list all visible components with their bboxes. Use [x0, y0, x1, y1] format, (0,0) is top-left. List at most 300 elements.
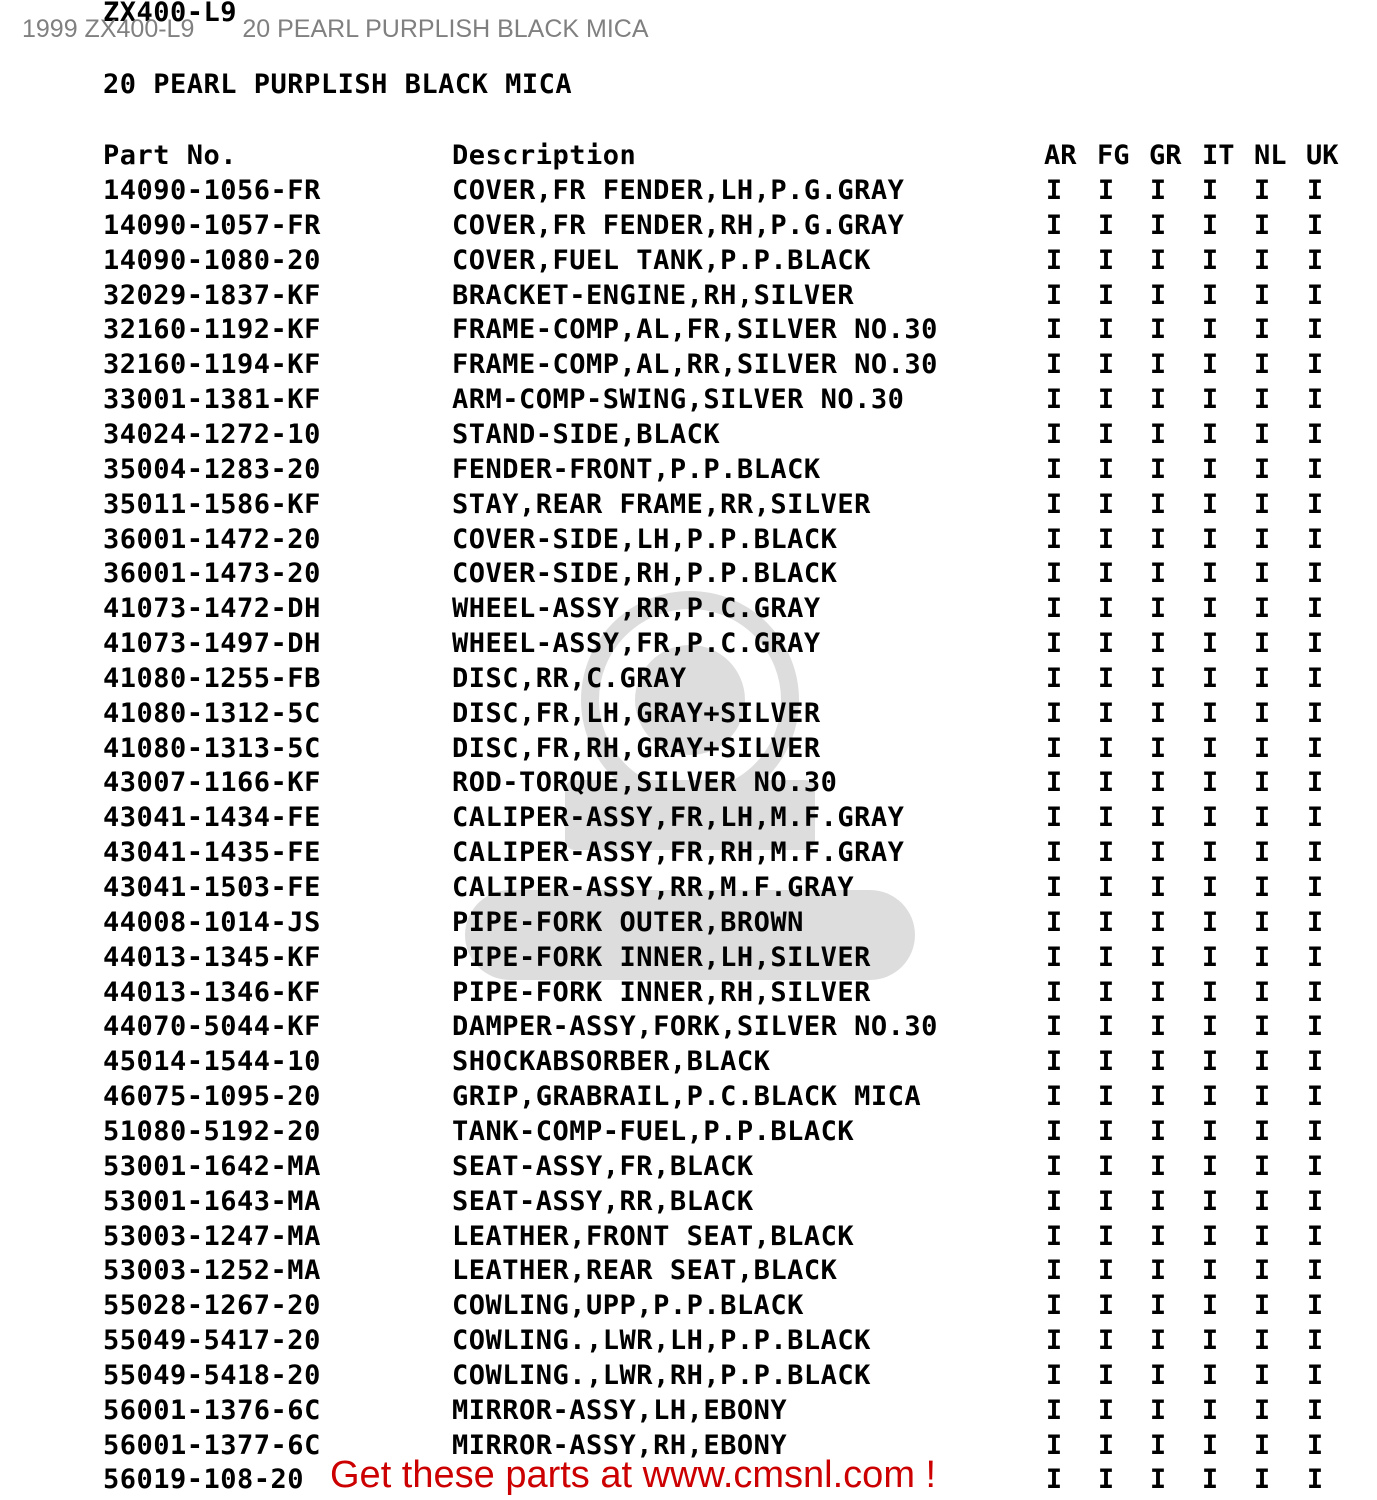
- col-header-fg: FG: [1097, 140, 1130, 171]
- flag-nl: I: [1253, 209, 1271, 241]
- flag-ar: I: [1045, 906, 1063, 938]
- flag-nl: I: [1253, 453, 1271, 485]
- description: SHOCKABSORBER,BLACK: [452, 1046, 771, 1078]
- flag-it: I: [1201, 209, 1219, 241]
- part-number: 41080-1313-5C: [103, 732, 321, 764]
- flag-it: I: [1201, 349, 1219, 381]
- flag-it: I: [1201, 1325, 1219, 1357]
- flag-gr: I: [1149, 488, 1167, 520]
- flag-fg: I: [1097, 1290, 1115, 1322]
- flag-nl: I: [1253, 837, 1271, 869]
- flag-nl: I: [1253, 1359, 1271, 1391]
- table-row: [0, 417, 1377, 452]
- flag-gr: I: [1149, 418, 1167, 450]
- flag-fg: I: [1097, 697, 1115, 729]
- flag-fg: I: [1097, 523, 1115, 555]
- description: PIPE-FORK INNER,LH,SILVER: [452, 941, 871, 973]
- description: GRIP,GRABRAIL,P.C.BLACK MICA: [452, 1081, 922, 1113]
- description: ROD-TORQUE,SILVER NO.30: [452, 767, 838, 799]
- col-header-part-no: Part No.: [103, 140, 238, 171]
- flag-ar: I: [1045, 1464, 1063, 1496]
- description: STAY,REAR FRAME,RR,SILVER: [452, 488, 871, 520]
- flag-it: I: [1201, 1115, 1219, 1147]
- flag-gr: I: [1149, 1429, 1167, 1461]
- flag-ar: I: [1045, 349, 1063, 381]
- table-row: [0, 452, 1377, 487]
- flag-fg: I: [1097, 662, 1115, 694]
- flag-nl: I: [1253, 1429, 1271, 1461]
- flag-ar: I: [1045, 1115, 1063, 1147]
- flag-ar: I: [1045, 418, 1063, 450]
- table-row: [0, 1079, 1377, 1114]
- flag-ar: I: [1045, 1325, 1063, 1357]
- table-row: [0, 278, 1377, 313]
- flag-nl: I: [1253, 1150, 1271, 1182]
- part-number: 45014-1544-10: [103, 1046, 321, 1078]
- description: DISC,FR,LH,GRAY+SILVER: [452, 697, 821, 729]
- flag-nl: I: [1253, 593, 1271, 625]
- flag-it: I: [1201, 1464, 1219, 1496]
- table-row: [0, 940, 1377, 975]
- table-row: [0, 312, 1377, 347]
- description: CALIPER-ASSY,RR,M.F.GRAY: [452, 872, 855, 903]
- table-row: [0, 1114, 1377, 1149]
- flag-gr: I: [1149, 872, 1167, 903]
- part-number: 43041-1434-FE: [103, 802, 321, 834]
- flag-fg: I: [1097, 1359, 1115, 1391]
- flag-fg: I: [1097, 453, 1115, 485]
- part-number: 41080-1255-FB: [103, 662, 321, 694]
- description: COVER,FUEL TANK,P.P.BLACK: [452, 244, 871, 276]
- description: COVER-SIDE,LH,P.P.BLACK: [452, 523, 838, 555]
- flag-ar: I: [1045, 523, 1063, 555]
- part-number: 14090-1056-FR: [103, 175, 321, 206]
- description: COVER,FR FENDER,RH,P.G.GRAY: [452, 209, 905, 241]
- part-number: 43007-1166-KF: [103, 767, 321, 799]
- flag-it: I: [1201, 906, 1219, 938]
- flag-gr: I: [1149, 1394, 1167, 1426]
- flag-gr: I: [1149, 558, 1167, 590]
- part-number: 53001-1642-MA: [103, 1150, 321, 1182]
- part-number: 32160-1194-KF: [103, 349, 321, 381]
- flag-ar: I: [1045, 1220, 1063, 1252]
- flag-ar: I: [1045, 384, 1063, 416]
- flag-fg: I: [1097, 1429, 1115, 1461]
- flag-ar: I: [1045, 1011, 1063, 1043]
- flag-fg: I: [1097, 244, 1115, 276]
- description: CALIPER-ASSY,FR,LH,M.F.GRAY: [452, 802, 905, 834]
- flag-nl: I: [1253, 175, 1271, 206]
- description: STAND-SIDE,BLACK: [452, 418, 721, 450]
- flag-fg: I: [1097, 767, 1115, 799]
- part-number: 41080-1312-5C: [103, 697, 321, 729]
- flag-uk: I: [1306, 1081, 1324, 1113]
- flag-it: I: [1201, 593, 1219, 625]
- flag-uk: I: [1306, 1325, 1324, 1357]
- flag-nl: I: [1253, 558, 1271, 590]
- table-row: [0, 382, 1377, 417]
- flag-ar: I: [1045, 1081, 1063, 1113]
- flag-ar: I: [1045, 1429, 1063, 1461]
- table-row: [0, 208, 1377, 243]
- part-number: 34024-1272-10: [103, 418, 321, 450]
- part-number: 36001-1473-20: [103, 558, 321, 590]
- flag-nl: I: [1253, 1464, 1271, 1496]
- flag-nl: I: [1253, 802, 1271, 834]
- flag-ar: I: [1045, 175, 1063, 206]
- description: FRAME-COMP,AL,RR,SILVER NO.30: [452, 349, 938, 381]
- description: COWLING,UPP,P.P.BLACK: [452, 1290, 804, 1322]
- part-number: 43041-1435-FE: [103, 837, 321, 869]
- flag-ar: I: [1045, 279, 1063, 311]
- flag-it: I: [1201, 279, 1219, 311]
- table-row: [0, 1009, 1377, 1044]
- flag-it: I: [1201, 976, 1219, 1008]
- table-row: [0, 1288, 1377, 1323]
- flag-ar: I: [1045, 697, 1063, 729]
- flag-it: I: [1201, 1220, 1219, 1252]
- flag-nl: I: [1253, 1394, 1271, 1426]
- part-number: 41073-1472-DH: [103, 593, 321, 625]
- flag-gr: I: [1149, 384, 1167, 416]
- flag-gr: I: [1149, 767, 1167, 799]
- flag-uk: I: [1306, 593, 1324, 625]
- flag-gr: I: [1149, 1290, 1167, 1322]
- table-row: [0, 487, 1377, 522]
- flag-ar: I: [1045, 941, 1063, 973]
- col-header-description: Description: [452, 140, 637, 171]
- flag-fg: I: [1097, 418, 1115, 450]
- flag-it: I: [1201, 1429, 1219, 1461]
- flag-fg: I: [1097, 1255, 1115, 1287]
- flag-it: I: [1201, 941, 1219, 973]
- flag-gr: I: [1149, 1325, 1167, 1357]
- flag-gr: I: [1149, 1081, 1167, 1113]
- flag-uk: I: [1306, 767, 1324, 799]
- table-row: [0, 1219, 1377, 1254]
- flag-gr: I: [1149, 349, 1167, 381]
- part-number: 53003-1252-MA: [103, 1255, 321, 1287]
- table-row: [0, 347, 1377, 382]
- flag-fg: I: [1097, 593, 1115, 625]
- table-row: [0, 661, 1377, 696]
- part-number: 53003-1247-MA: [103, 1220, 321, 1252]
- flag-it: I: [1201, 1359, 1219, 1391]
- flag-uk: I: [1306, 349, 1324, 381]
- description: COWLING.,LWR,LH,P.P.BLACK: [452, 1325, 871, 1357]
- table-row: [0, 1253, 1377, 1288]
- flag-nl: I: [1253, 244, 1271, 276]
- col-header-gr: GR: [1149, 140, 1182, 171]
- flag-gr: I: [1149, 697, 1167, 729]
- flag-ar: I: [1045, 453, 1063, 485]
- flag-uk: I: [1306, 1394, 1324, 1426]
- table-row: [0, 1393, 1377, 1428]
- flag-it: I: [1201, 244, 1219, 276]
- flag-ar: I: [1045, 767, 1063, 799]
- flag-nl: I: [1253, 279, 1271, 311]
- description: DAMPER-ASSY,FORK,SILVER NO.30: [452, 1011, 938, 1043]
- part-number: 56001-1376-6C: [103, 1394, 321, 1426]
- flag-fg: I: [1097, 1115, 1115, 1147]
- promo-link[interactable]: Get these parts at www.cmsnl.com !: [330, 1454, 937, 1496]
- flag-it: I: [1201, 1394, 1219, 1426]
- description: COVER-SIDE,RH,P.P.BLACK: [452, 558, 838, 590]
- flag-ar: I: [1045, 1185, 1063, 1217]
- flag-fg: I: [1097, 872, 1115, 903]
- flag-nl: I: [1253, 523, 1271, 555]
- flag-uk: I: [1306, 1255, 1324, 1287]
- flag-ar: I: [1045, 628, 1063, 660]
- flag-nl: I: [1253, 628, 1271, 660]
- flag-it: I: [1201, 175, 1219, 206]
- flag-uk: I: [1306, 418, 1324, 450]
- flag-fg: I: [1097, 209, 1115, 241]
- flag-ar: I: [1045, 1150, 1063, 1182]
- part-number: 33001-1381-KF: [103, 384, 321, 416]
- flag-uk: I: [1306, 1046, 1324, 1078]
- part-number: 41073-1497-DH: [103, 628, 321, 660]
- flag-ar: I: [1045, 802, 1063, 834]
- description: CALIPER-ASSY,FR,RH,M.F.GRAY: [452, 837, 905, 869]
- flag-nl: I: [1253, 384, 1271, 416]
- flag-gr: I: [1149, 732, 1167, 764]
- flag-gr: I: [1149, 906, 1167, 938]
- flag-uk: I: [1306, 1150, 1324, 1182]
- part-number: 53001-1643-MA: [103, 1185, 321, 1217]
- flag-it: I: [1201, 1185, 1219, 1217]
- flag-uk: I: [1306, 1185, 1324, 1217]
- col-header-ar: AR: [1044, 140, 1077, 171]
- flag-it: I: [1201, 314, 1219, 346]
- flag-it: I: [1201, 558, 1219, 590]
- flag-fg: I: [1097, 1081, 1115, 1113]
- flag-nl: I: [1253, 906, 1271, 938]
- flag-it: I: [1201, 418, 1219, 450]
- flag-it: I: [1201, 732, 1219, 764]
- part-number: 44013-1346-KF: [103, 976, 321, 1008]
- flag-ar: I: [1045, 593, 1063, 625]
- flag-nl: I: [1253, 1325, 1271, 1357]
- description: BRACKET-ENGINE,RH,SILVER: [452, 279, 855, 311]
- col-header-nl: NL: [1254, 140, 1287, 171]
- flag-ar: I: [1045, 244, 1063, 276]
- description: FRAME-COMP,AL,FR,SILVER NO.30: [452, 314, 938, 346]
- flag-fg: I: [1097, 732, 1115, 764]
- flag-gr: I: [1149, 1150, 1167, 1182]
- flag-nl: I: [1253, 1115, 1271, 1147]
- flag-uk: I: [1306, 1359, 1324, 1391]
- table-row: [0, 1358, 1377, 1393]
- flag-gr: I: [1149, 1359, 1167, 1391]
- part-number: 56001-1377-6C: [103, 1429, 321, 1461]
- flag-ar: I: [1045, 1046, 1063, 1078]
- model-code: ZX400-L9: [103, 0, 238, 28]
- table-row: [0, 975, 1377, 1010]
- flag-fg: I: [1097, 279, 1115, 311]
- part-number: 44013-1345-KF: [103, 941, 321, 973]
- flag-uk: I: [1306, 906, 1324, 938]
- flag-fg: I: [1097, 1150, 1115, 1182]
- flag-gr: I: [1149, 976, 1167, 1008]
- flag-it: I: [1201, 384, 1219, 416]
- flag-ar: I: [1045, 209, 1063, 241]
- table-row: [0, 626, 1377, 661]
- flag-ar: I: [1045, 558, 1063, 590]
- part-number: 32160-1192-KF: [103, 314, 321, 346]
- flag-it: I: [1201, 1011, 1219, 1043]
- part-number: 14090-1057-FR: [103, 209, 321, 241]
- flag-gr: I: [1149, 1046, 1167, 1078]
- flag-it: I: [1201, 488, 1219, 520]
- flag-gr: I: [1149, 1011, 1167, 1043]
- flag-nl: I: [1253, 872, 1271, 903]
- part-number: 51080-5192-20: [103, 1115, 321, 1147]
- table-row: [0, 243, 1377, 278]
- flag-gr: I: [1149, 1464, 1167, 1496]
- color-title: 20 PEARL PURPLISH BLACK MICA: [103, 69, 573, 100]
- flag-gr: I: [1149, 802, 1167, 834]
- description: PIPE-FORK OUTER,BROWN: [452, 906, 804, 938]
- flag-uk: I: [1306, 837, 1324, 869]
- flag-gr: I: [1149, 1220, 1167, 1252]
- flag-nl: I: [1253, 767, 1271, 799]
- flag-nl: I: [1253, 732, 1271, 764]
- flag-fg: I: [1097, 628, 1115, 660]
- flag-fg: I: [1097, 802, 1115, 834]
- flag-it: I: [1201, 1290, 1219, 1322]
- flag-ar: I: [1045, 732, 1063, 764]
- flag-uk: I: [1306, 384, 1324, 416]
- table-row: [0, 1323, 1377, 1358]
- flag-ar: I: [1045, 837, 1063, 869]
- description: LEATHER,REAR SEAT,BLACK: [452, 1255, 838, 1287]
- flag-uk: I: [1306, 244, 1324, 276]
- flag-fg: I: [1097, 976, 1115, 1008]
- flag-fg: I: [1097, 1464, 1115, 1496]
- flag-it: I: [1201, 628, 1219, 660]
- description: TANK-COMP-FUEL,P.P.BLACK: [452, 1115, 855, 1147]
- part-number: 43041-1503-FE: [103, 872, 321, 903]
- flag-nl: I: [1253, 1081, 1271, 1113]
- flag-ar: I: [1045, 314, 1063, 346]
- table-row: [0, 696, 1377, 731]
- part-number: 14090-1080-20: [103, 244, 321, 276]
- flag-fg: I: [1097, 941, 1115, 973]
- part-number: 36001-1472-20: [103, 523, 321, 555]
- flag-nl: I: [1253, 314, 1271, 346]
- flag-it: I: [1201, 802, 1219, 834]
- description: FENDER-FRONT,P.P.BLACK: [452, 453, 821, 485]
- table-row: [0, 870, 1377, 905]
- flag-ar: I: [1045, 1290, 1063, 1322]
- flag-gr: I: [1149, 523, 1167, 555]
- flag-uk: I: [1306, 941, 1324, 973]
- flag-uk: I: [1306, 279, 1324, 311]
- flag-ar: I: [1045, 488, 1063, 520]
- flag-gr: I: [1149, 1255, 1167, 1287]
- part-number: 56019-108-20: [103, 1464, 305, 1496]
- description: MIRROR-ASSY,RH,EBONY: [452, 1429, 788, 1461]
- description: LEATHER,FRONT SEAT,BLACK: [452, 1220, 855, 1252]
- flag-it: I: [1201, 1255, 1219, 1287]
- flag-fg: I: [1097, 488, 1115, 520]
- flag-gr: I: [1149, 1185, 1167, 1217]
- flag-nl: I: [1253, 1220, 1271, 1252]
- part-number: 44008-1014-JS: [103, 906, 321, 938]
- part-number: 55049-5417-20: [103, 1325, 321, 1357]
- flag-it: I: [1201, 1081, 1219, 1113]
- flag-fg: I: [1097, 1011, 1115, 1043]
- flag-uk: I: [1306, 1115, 1324, 1147]
- flag-uk: I: [1306, 802, 1324, 834]
- table-row: [0, 1184, 1377, 1219]
- flag-uk: I: [1306, 1011, 1324, 1043]
- flag-ar: I: [1045, 872, 1063, 903]
- table-row: [0, 591, 1377, 626]
- flag-uk: I: [1306, 976, 1324, 1008]
- table-row: [0, 173, 1377, 208]
- flag-gr: I: [1149, 314, 1167, 346]
- flag-it: I: [1201, 1046, 1219, 1078]
- flag-fg: I: [1097, 1394, 1115, 1426]
- table-row: [0, 522, 1377, 557]
- flag-uk: I: [1306, 1464, 1324, 1496]
- description: SEAT-ASSY,FR,BLACK: [452, 1150, 754, 1182]
- part-number: 55028-1267-20: [103, 1290, 321, 1322]
- col-header-it: IT: [1202, 140, 1235, 171]
- description: PIPE-FORK INNER,RH,SILVER: [452, 976, 871, 1008]
- flag-it: I: [1201, 453, 1219, 485]
- flag-nl: I: [1253, 1011, 1271, 1043]
- flag-uk: I: [1306, 662, 1324, 694]
- flag-ar: I: [1045, 1394, 1063, 1426]
- flag-uk: I: [1306, 523, 1324, 555]
- flag-it: I: [1201, 767, 1219, 799]
- description: DISC,FR,RH,GRAY+SILVER: [452, 732, 821, 764]
- flag-ar: I: [1045, 976, 1063, 1008]
- description: WHEEL-ASSY,RR,P.C.GRAY: [452, 593, 821, 625]
- flag-uk: I: [1306, 732, 1324, 764]
- flag-gr: I: [1149, 1115, 1167, 1147]
- flag-nl: I: [1253, 488, 1271, 520]
- flag-nl: I: [1253, 976, 1271, 1008]
- table-row: [0, 556, 1377, 591]
- part-number: 46075-1095-20: [103, 1081, 321, 1113]
- flag-it: I: [1201, 1150, 1219, 1182]
- flag-gr: I: [1149, 837, 1167, 869]
- flag-uk: I: [1306, 628, 1324, 660]
- flag-fg: I: [1097, 1220, 1115, 1252]
- table-row: [0, 1149, 1377, 1184]
- flag-uk: I: [1306, 314, 1324, 346]
- description: SEAT-ASSY,RR,BLACK: [452, 1185, 754, 1217]
- flag-uk: I: [1306, 209, 1324, 241]
- table-row: [0, 731, 1377, 766]
- part-number: 32029-1837-KF: [103, 279, 321, 311]
- flag-uk: I: [1306, 175, 1324, 206]
- flag-nl: I: [1253, 1290, 1271, 1322]
- flag-uk: I: [1306, 1290, 1324, 1322]
- flag-it: I: [1201, 872, 1219, 903]
- flag-ar: I: [1045, 1359, 1063, 1391]
- description: COVER,FR FENDER,LH,P.G.GRAY: [452, 175, 905, 206]
- flag-ar: I: [1045, 662, 1063, 694]
- flag-fg: I: [1097, 1046, 1115, 1078]
- flag-nl: I: [1253, 1255, 1271, 1287]
- flag-nl: I: [1253, 1185, 1271, 1217]
- part-number: 35011-1586-KF: [103, 488, 321, 520]
